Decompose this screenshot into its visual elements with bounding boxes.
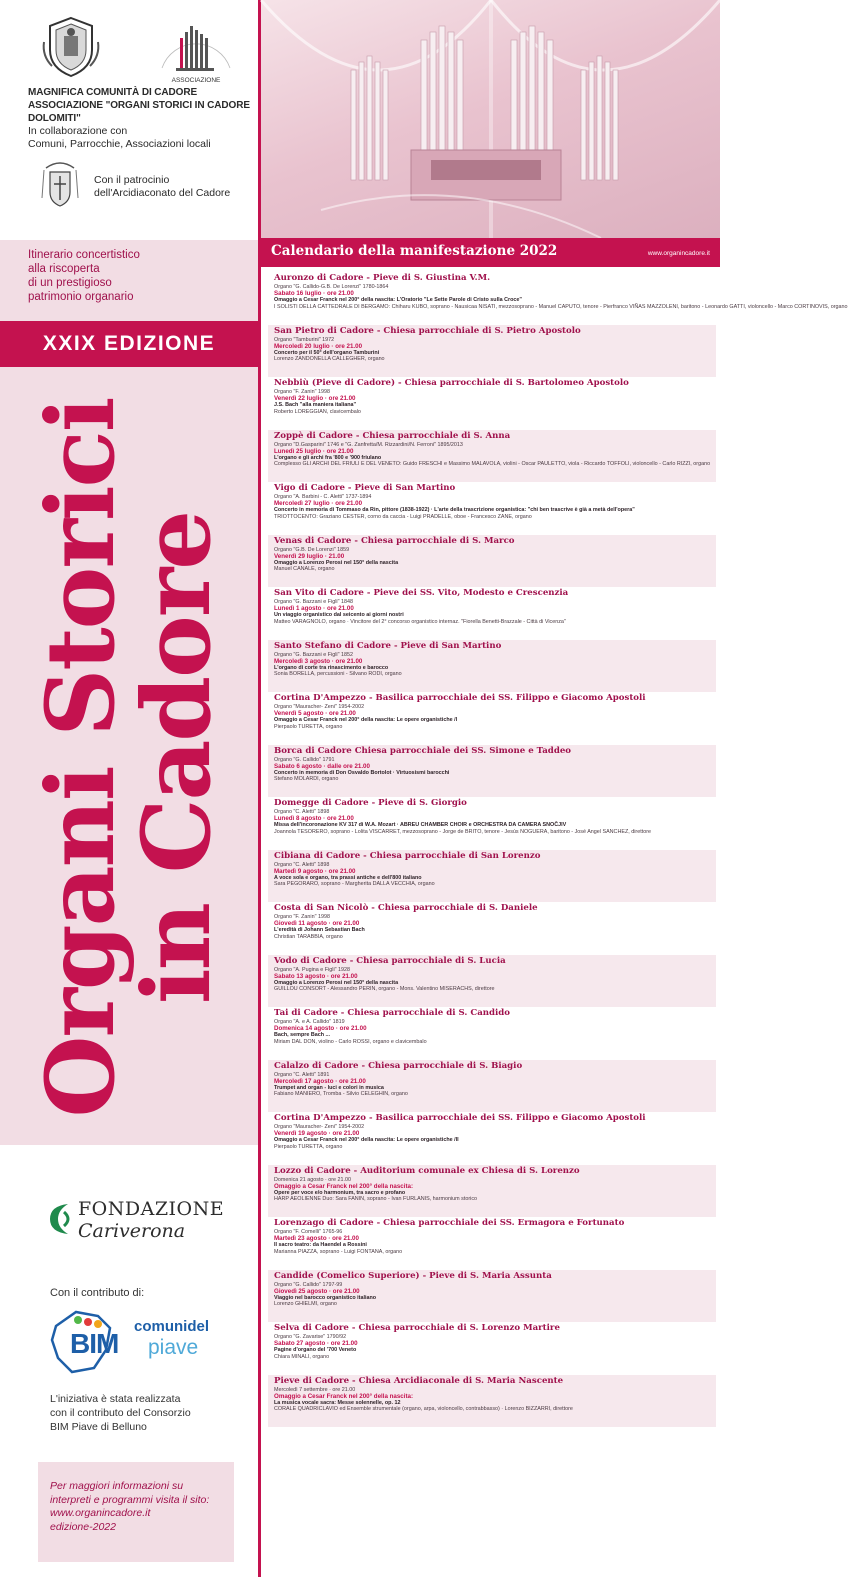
event-program: La musica vocale sacra: Messe solennelle, op. 12 — [274, 1399, 401, 1406]
event-date: Sabato 27 agosto · ore 21.00 — [274, 1340, 358, 1348]
event-organ: Organo "Mauracher- Zeni" 1954-2002 — [274, 1124, 365, 1130]
collab-line2: Comuni, Parrocchie, Associazioni locali — [28, 138, 211, 150]
event-place: Venas di Cadore - Chiesa parrocchiale di S. Marco — [274, 535, 515, 546]
top-logos — [40, 16, 240, 86]
organ-photo — [261, 0, 720, 238]
event-organ: Domenica 21 agosto · ore 21.00 — [274, 1176, 352, 1183]
event-organ: Organo "A. e A. Callido" 1819 — [274, 1019, 345, 1025]
event-date: Domenica 14 agosto · ore 21.00 — [274, 1025, 367, 1033]
organi-storici-logo — [150, 16, 242, 86]
event-organ: Organo "F. Zanin" 1998 — [274, 914, 330, 920]
fondazione-line2: Cariverona — [78, 1220, 186, 1242]
events-list — [268, 272, 848, 1427]
event-item — [268, 692, 716, 745]
event-program: L'organo e gli archi fra '800 e '900 friulano — [274, 454, 382, 461]
calendar-url[interactable]: www.organincadore.it — [647, 250, 710, 257]
fondazione-mark-icon — [46, 1200, 76, 1238]
event-performers: Manuel CANALE, organo — [274, 566, 335, 573]
event-program: L'organo di corte tra rinascimento e barocco — [274, 664, 389, 671]
event-organ: Organo "A. Pugina e Figli" 1928 — [274, 966, 351, 973]
event-date: Sabato 16 luglio · ore 21.00 — [274, 290, 354, 298]
event-item — [268, 272, 848, 325]
event-date: Mercoledì 27 luglio · ore 21.00 — [274, 500, 363, 508]
patron-line1: Con il patrocinio — [94, 174, 170, 186]
organ-pipes-icon — [150, 16, 242, 86]
event-place: Santo Stefano di Cadore - Pieve di San Martino — [274, 640, 502, 651]
event-program: Omaggio a Cesar Franck nel 200° della nascita: L'Oratorio "Le Sette Parole di Cristo sulla Croce" — [274, 297, 522, 304]
event-program: Concerto in memoria di Tommaso da Rin, pittore (1838-1922) · L'arte della trascrizione organistica: "chi ben trascrive è già a metà dell'opera" — [274, 507, 635, 514]
event-performers: Fabiano MANIERO, Tromba - Silvio CELEGHIN, organo — [274, 1091, 408, 1098]
event-performers: Pierpaolo TURETTA, organo — [274, 723, 343, 730]
event-performers: I SOLISTI DELLA CATTEDRALE DI BERGAMO: Chiharu KUBO, soprano - Nausicaa NISATI, mezzosoprano - Manuel CAPUTO, tenore - Pierfranco VIÑAS MAZZOLENI, baritono - Leonardo GATTI, violoncello - Marco CORTINOVIS, organo — [274, 303, 848, 310]
event-place: San Vito di Cadore - Pieve dei SS. Vito, Modesto e Crescenzia — [274, 588, 569, 598]
event-performers: Chiara MINALI, organo — [274, 1353, 330, 1360]
event-performers: Lorenzo ZANDONELLA CALLEGHER, organo — [274, 356, 385, 363]
event-performers: HARP AEOLIENNE Duo: Sara FANIN, soprano - Ivan FURLANIS, harmonium storico — [274, 1196, 478, 1203]
event-date: Giovedì 25 agosto · ore 21.00 — [274, 1287, 360, 1295]
event-organ: Organo "G. Zavarise" 1790/92 — [274, 1334, 347, 1340]
event-performers: Marianna PIAZZA, soprano - Luigi FONTANA, organo — [274, 1248, 403, 1255]
event-place: Domegge di Cadore - Pieve di S. Giorgio — [274, 798, 467, 808]
event-date: Martedì 9 agosto · ore 21.00 — [274, 867, 356, 875]
event-organ: Organo "C. Aletti" 1898 — [274, 809, 330, 815]
event-item — [268, 745, 716, 798]
event-item — [268, 797, 716, 850]
event-date: Martedì 23 agosto · ore 21.00 — [274, 1235, 359, 1243]
intro-line3: di un prestigioso — [28, 277, 112, 289]
event-program: Un viaggio organistico dal seicento ai giorni nostri — [274, 612, 404, 619]
event-place: Cortina D'Ampezzo - Basilica parrocchiale dei SS. Filippo e Giacomo Apostoli — [274, 1113, 646, 1123]
assoc-line1: MAGNIFICA COMUNITÀ DI CADORE — [28, 87, 198, 98]
event-date: Mercoledì 17 agosto · ore 21.00 — [274, 1077, 366, 1085]
contribution-label: Con il contributo di: — [50, 1287, 145, 1299]
event-organ: Organo "A. Barbini - C. Aletti" 1737-1894 — [274, 494, 372, 500]
event-item — [268, 430, 716, 483]
event-program: A voce sola e organo, tra prassi antiche e dell'800 italiano — [274, 874, 422, 881]
event-date: Mercoledì 20 luglio · ore 21.00 — [274, 342, 363, 350]
event-performers: Sara PEGORARO, soprano - Margherita DALLA VECCHIA, organo — [274, 881, 435, 888]
vertical-title — [26, 398, 232, 1118]
realized-line3: BIM Piave di Belluno — [50, 1421, 147, 1433]
event-organ: Organo "F. Comelli" 1765-96 — [274, 1229, 343, 1235]
event-program: Opere per voce e/o harmonium, tra sacro e profano — [274, 1189, 406, 1196]
event-program: Omaggio a Lorenzo Perosi nel 150° della nascita — [274, 979, 399, 986]
event-program: Trumpet and organ - luci e colori in musica — [274, 1084, 384, 1091]
event-place: Selva di Cadore - Chiesa parrocchiale di S. Lorenzo Martire — [274, 1323, 560, 1333]
event-place: Zoppè di Cadore - Chiesa parrocchiale di S. Anna — [274, 430, 511, 441]
event-date: Venerdì 22 luglio · ore 21.00 — [274, 395, 356, 403]
event-place: Calalzo di Cadore - Chiesa parrocchiale di S. Biagio — [274, 1060, 523, 1071]
info-line2: interpreti e programmi visita il sito: — [50, 1493, 210, 1506]
patronage-text — [94, 174, 230, 200]
event-item — [268, 1165, 716, 1218]
bim-word: BIM — [70, 1328, 119, 1359]
event-item — [268, 1060, 716, 1113]
association-text — [28, 86, 256, 151]
event-performers: Christian TARABBIA, organo — [274, 933, 343, 940]
event-program: Omaggio a Cesar Franck nel 200° della nascita: Le opere organistiche /II — [274, 1137, 459, 1144]
event-program: Viaggio nel barocco organistico italiano — [274, 1294, 377, 1301]
event-organ: Organo "G. Bazzani e Figli" 1852 — [274, 651, 354, 658]
event-item — [268, 1375, 716, 1428]
event-item — [268, 535, 716, 588]
arcidiaconato-crest-icon — [40, 158, 80, 216]
event-place: Cibiana di Cadore - Chiesa parrocchiale di San Lorenzo — [274, 850, 541, 861]
event-date: Venerdì 19 agosto · ore 21.00 — [274, 1130, 360, 1138]
event-date: Venerdì 29 luglio · 21.00 — [274, 552, 345, 560]
event-date: Sabato 6 agosto · dalle ore 21.00 — [274, 762, 370, 770]
event-performers: Matteo VARAGNOLO, organo · Vincitore del 2° concorso organistico internaz. "Fiorella Benetti-Brazzale - Città di Vicenza" — [274, 618, 566, 625]
event-performers: Roberto LOREGGIAN, clavicembalo — [274, 408, 361, 415]
event-performers: Sonia BORELLA, percussioni - Silvano RODI, organo — [274, 671, 402, 678]
event-item — [268, 482, 716, 535]
event-performers: CORALE QUADRICLAVIO ed Ensemble strumentale (organo, arpa, violoncello, contrabbasso) · Lorenzo BIZZARRI, direttore — [274, 1406, 573, 1413]
event-item — [268, 587, 716, 640]
event-organ: Organo "G.B. De Lorenzi" 1859 — [274, 546, 350, 553]
event-performers: GUILLOU CONSORT - Alessandro PERIN, organo - Mons. Valentino MISERACHS, direttore — [274, 986, 495, 993]
event-organ: Organo "Tamburini" 1972 — [274, 336, 335, 343]
event-program: Il sacro teatro: da Haendel a Rossini — [274, 1242, 367, 1249]
event-item — [268, 1270, 716, 1323]
bim-line1: comunidel — [134, 1318, 210, 1335]
event-place: Borca di Cadore Chiesa parrocchiale dei SS. Simone e Taddeo — [274, 745, 572, 756]
event-item — [268, 325, 716, 378]
event-place: Vigo di Cadore - Pieve di San Martino — [274, 483, 456, 493]
bim-line2: piave — [148, 1336, 199, 1359]
event-organ: Organo "G. Callido" 1797-99 — [274, 1281, 343, 1288]
info-line3: www.organincadore.it — [50, 1507, 151, 1519]
magnifica-comunita-crest-icon — [40, 16, 102, 78]
edition-banner: XXIX EDIZIONE — [0, 321, 258, 367]
title-line1: Organi Storici — [26, 398, 136, 1118]
event-organ: Organo "C. Aletti" 1891 — [274, 1071, 330, 1078]
event-performers: Joannola TESORERO, soprano - Lolita VISCARRET, mezzosoprano - Jorge de BRITO, tenore - Jesús NOGUERA, baritono - José Angel SANCHEZ, direttore — [274, 828, 652, 835]
event-program: Missa dell'incoronazione KV 317 di W.A. Mozart · ABREU CHAMBER CHOIR e ORCHESTRA DA CAMERA SNOČJIV — [274, 822, 567, 829]
patron-line2: dell'Arcidiaconato del Cadore — [94, 187, 231, 199]
event-organ: Organo "G. Bazzani e Figli" 1848 — [274, 599, 354, 605]
event-place: Auronzo di Cadore - Pieve di S. Giustina V.M. — [274, 273, 491, 283]
intro-line1: Itinerario concertistico — [28, 249, 140, 261]
event-program: Bach, sempre Bach ... — [274, 1032, 331, 1039]
event-program: Omaggio a Lorenzo Perosi nel 150° della nascita — [274, 559, 399, 566]
event-place: Vodo di Cadore - Chiesa parrocchiale di S. Lucia — [274, 955, 506, 966]
event-date: Lunedì 25 luglio · ore 21.00 — [274, 447, 354, 455]
event-performers: Pierpaolo TURETTA, organo — [274, 1143, 343, 1150]
patronage-block — [40, 158, 250, 218]
event-organ: Organo "C. Aletti" 1898 — [274, 861, 330, 868]
event-item — [268, 1322, 716, 1375]
realized-text — [50, 1392, 250, 1434]
event-place: Candide (Comelico Superiore) - Pieve di S. Maria Assunta — [274, 1270, 552, 1281]
event-item — [268, 1217, 716, 1270]
event-organ: Mercoledì 7 settembre · ore 21.00 — [274, 1386, 356, 1393]
event-program: Pagine d'organo del '700 Veneto — [274, 1347, 357, 1354]
event-program: J.S. Bach "alla maniera italiana" — [274, 402, 357, 409]
left-column — [0, 0, 258, 1577]
event-date: Lunedì 8 agosto · ore 21.00 — [274, 815, 354, 823]
event-program: Concerto in memoria di Don Osvaldo Bortolot · Virtuosismi barocchi — [274, 769, 450, 776]
event-item — [268, 1112, 716, 1165]
main-title — [0, 378, 258, 1138]
assoc-logo-sub: ASSOCIAZIONE — [171, 77, 221, 84]
event-item — [268, 902, 716, 955]
realized-line2: con il contributo del Consorzio — [50, 1407, 191, 1419]
realized-line1: L'iniziativa è stata realizzata — [50, 1393, 181, 1405]
calendar-title: Calendario della manifestazione 2022 — [271, 243, 558, 259]
event-date: Mercoledì 3 agosto · ore 21.00 — [274, 657, 363, 665]
info-line1: Per maggiori informazioni su — [50, 1480, 184, 1492]
event-item — [268, 850, 716, 903]
assoc-line2: ASSOCIAZIONE "ORGANI STORICI IN CADORE DOLOMITI" — [28, 100, 250, 124]
event-performers: Lorenzo GHIELMI, organo — [274, 1301, 337, 1308]
event-date: Giovedì 11 agosto · ore 21.00 — [274, 920, 360, 928]
event-place: Costa di San Nicolò - Chiesa parrocchiale di S. Daniele — [274, 903, 538, 913]
event-performers: Complesso GLI ARCHI DEL FRIULI E DEL VENETO: Guido FRESCHI e Massimo MALAVOLA, violini - Oscar PAULETTO, viola - Riccardo TOFFOLI, violoncello - Carlo RIZZI, organo — [274, 461, 711, 468]
event-item — [268, 955, 716, 1008]
event-item — [268, 640, 716, 693]
event-performers: Stefano MOLARDI, organo — [274, 776, 339, 783]
event-place: Nebbiù (Pieve di Cadore) - Chiesa parrocchiale di S. Bartolomeo Apostolo — [274, 378, 629, 388]
event-date: Sabato 13 agosto · ore 21.00 — [274, 972, 358, 980]
event-place: Tai di Cadore - Chiesa parrocchiale di S. Candido — [274, 1008, 511, 1018]
event-program: Omaggio a Cesar Franck nel 200° della nascita: Le opere organistiche /I — [274, 717, 458, 724]
info-box — [38, 1462, 234, 1562]
calendar-header — [261, 238, 720, 267]
event-program: Concerto per il 50° dell'organo Tamburini — [274, 349, 380, 356]
event-organ: Organo "F. Zanin" 1998 — [274, 389, 330, 395]
event-date: Lunedì 1 agosto · ore 21.00 — [274, 605, 354, 613]
event-date: Omaggio a Cesar Franck nel 200° della nascita: — [274, 1182, 414, 1190]
fondazione-cariverona-logo — [46, 1196, 246, 1246]
event-organ: Organo "G. Callido-G.B. De Lorenzi" 1780-1864 — [274, 284, 389, 290]
collab-line1: In collaborazione con — [28, 125, 128, 137]
itinerary-text — [28, 248, 238, 304]
event-place: Lorenzago di Cadore - Chiesa parrocchiale dei SS. Ermagora e Fortunato — [274, 1218, 625, 1228]
event-organ: Organo "G. Callido" 1791 — [274, 756, 335, 763]
event-place: Pieve di Cadore - Chiesa Arcidiaconale di S. Maria Nascente — [274, 1375, 564, 1386]
event-date: Omaggio a Cesar Franck nel 200° della nascita: — [274, 1392, 414, 1400]
event-place: Cortina D'Ampezzo - Basilica parrocchiale dei SS. Filippo e Giacomo Apostoli — [274, 693, 646, 703]
title-line2: in Cadore — [122, 511, 232, 1005]
event-performers: TRIOTTOCENTO: Graziano CESTER, corno da caccia - Luigi PRADELLE, oboe - Francesco ZANE, organo — [274, 513, 532, 520]
event-item — [268, 1007, 716, 1060]
event-organ: Organo "D.Gasparini" 1746 e "G. Zanfretta/M. Rizzardini/N. Ferroni" 1895/2013 — [274, 441, 463, 448]
intro-line2: alla riscoperta — [28, 263, 100, 275]
event-item — [268, 377, 716, 430]
event-performers: Miriam DAL DON, violino - Carlo ROSSI, organo e clavicembalo — [274, 1038, 427, 1045]
bim-piave-logo — [48, 1306, 228, 1378]
event-place: Lozzo di Cadore - Auditorium comunale ex Chiesa di S. Lorenzo — [274, 1165, 580, 1176]
info-line4: edizione-2022 — [50, 1520, 116, 1533]
event-date: Venerdì 5 agosto · ore 21.00 — [274, 710, 356, 718]
event-organ: Organo "Mauracher- Zeni" 1954-2002 — [274, 704, 365, 710]
intro-line4: patrimonio organario — [28, 291, 134, 303]
fondazione-line1: FONDAZIONE — [78, 1198, 225, 1220]
event-program: L'eredità di Johann Sebastian Bach — [274, 927, 365, 934]
organ-photo-icon — [261, 0, 720, 238]
event-place: San Pietro di Cadore - Chiesa parrocchiale di S. Pietro Apostolo — [274, 325, 581, 336]
